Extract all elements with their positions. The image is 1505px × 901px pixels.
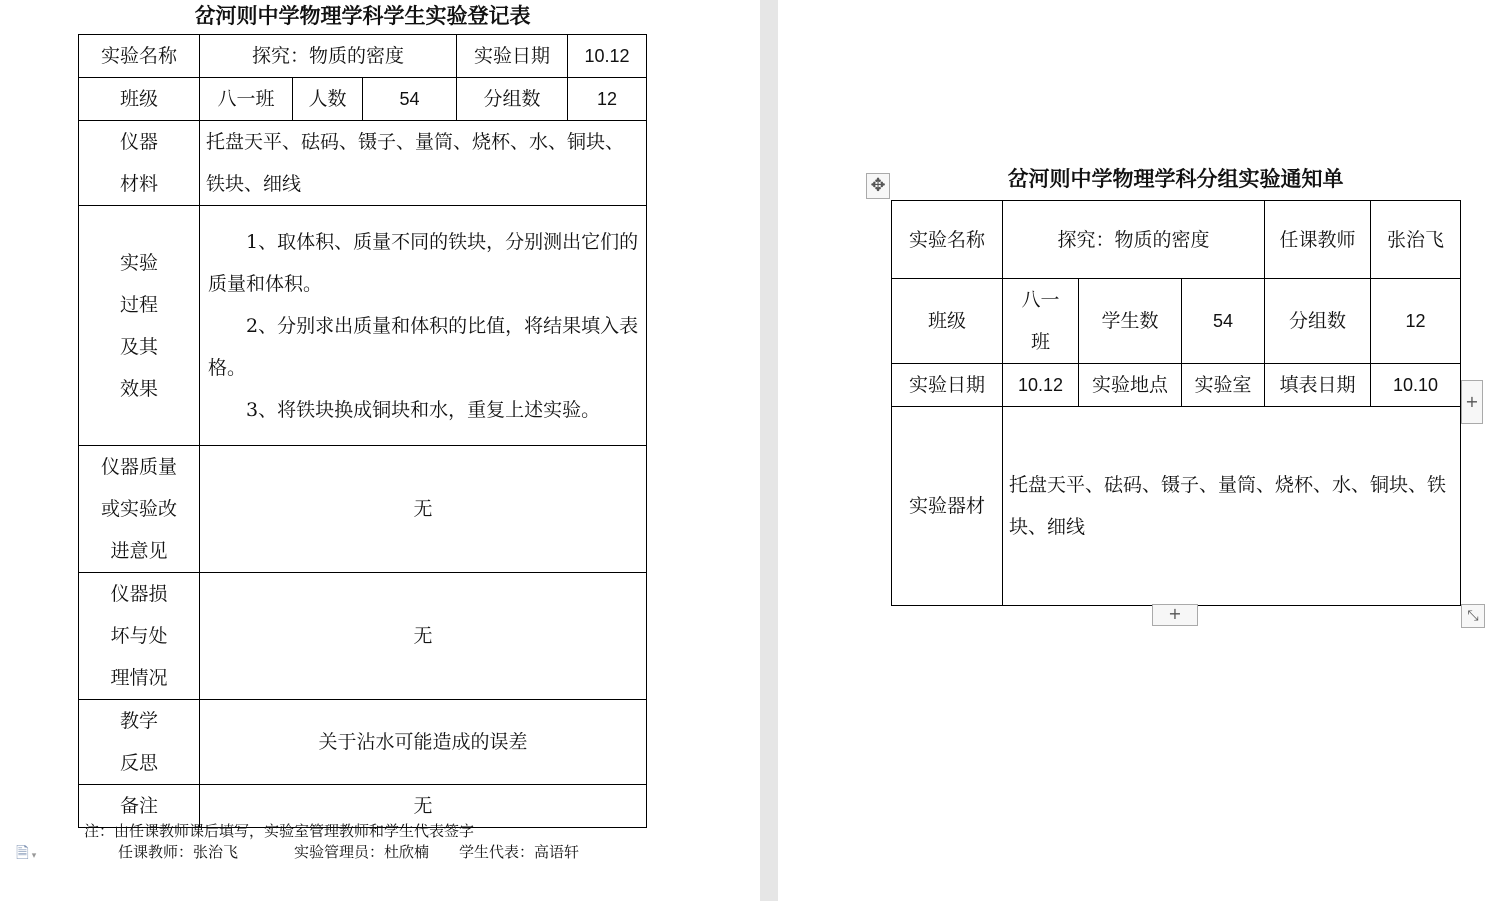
value-procedure[interactable] <box>200 206 647 446</box>
label-reflection-line2: 反思 <box>119 752 158 774</box>
page-gutter <box>760 0 778 901</box>
left-page-title: 岔河则中学物理学科学生实验登记表 <box>194 4 531 28</box>
value-remark[interactable]: 无 <box>200 785 647 828</box>
label-damage-line1: 仪器损 <box>110 583 168 605</box>
value-class-line1: 八一 <box>1021 289 1060 311</box>
experiment-register-table <box>78 34 647 828</box>
value-equipment[interactable]: 托盘天平、砝码、镊子、量筒、烧杯、水、铜块、铁块、细线 <box>200 121 647 206</box>
label-quality-line1: 仪器质量 <box>100 456 177 478</box>
value-students[interactable]: 54 <box>1182 279 1265 364</box>
label-procedure-line4: 效果 <box>119 377 158 400</box>
label-equipment-line1: 仪器 <box>119 131 158 153</box>
add-column-plus-icon[interactable]: + <box>1461 380 1483 424</box>
label-procedure-line2: 过程 <box>119 293 158 316</box>
signature-manager: 实验管理员：杜欣楠 <box>294 843 430 861</box>
resize-icon[interactable]: ⤡ <box>1461 604 1485 628</box>
label-damage-line3: 理情况 <box>110 667 168 689</box>
footnotes <box>84 821 579 863</box>
value-class-line2: 班 <box>1030 331 1050 353</box>
label-reflection-line1: 教学 <box>119 710 158 732</box>
label-quality-line2: 或实验改 <box>100 498 177 520</box>
label-equipment-line2: 材料 <box>119 173 158 195</box>
label-procedure <box>79 206 200 446</box>
value-quality[interactable]: 无 <box>200 446 647 573</box>
value-groups[interactable]: 12 <box>1371 279 1461 364</box>
value-count[interactable]: 54 <box>363 78 457 121</box>
label-equipment: 实验器材 <box>892 407 1003 606</box>
label-experiment-name: 实验名称 <box>892 201 1003 279</box>
label-quality <box>79 446 200 573</box>
label-procedure-line3: 及其 <box>119 335 158 358</box>
label-remark: 备注 <box>79 785 200 828</box>
value-groups[interactable]: 12 <box>568 78 647 121</box>
value-place[interactable]: 实验室 <box>1182 364 1265 407</box>
value-experiment-name[interactable]: 探究：物质的密度 <box>1003 201 1265 279</box>
procedure-step: 3、将铁块换成铜块和水，重复上述实验。 <box>246 398 601 421</box>
label-equipment <box>79 121 200 206</box>
value-class[interactable]: 八一班 <box>200 78 293 121</box>
add-row-plus-icon[interactable]: + <box>1152 604 1198 626</box>
label-class: 班级 <box>892 279 1003 364</box>
procedure-step: 2、分别求出质量和体积的比值，将结果填入表格。 <box>208 314 639 379</box>
label-reflection <box>79 700 200 785</box>
procedure-step: 1、取体积、质量不同的铁块，分别测出它们的质量和体积。 <box>208 230 639 295</box>
footnote-instruction: 注：由任课教师课后填写，实验室管理教师和学生代表签字 <box>84 822 475 840</box>
label-count: 人数 <box>293 78 363 121</box>
move-icon[interactable]: ✥ <box>866 173 890 199</box>
experiment-notice-table <box>891 200 1461 606</box>
label-procedure-line1: 实验 <box>119 251 158 274</box>
label-teacher: 任课教师 <box>1265 201 1371 279</box>
label-students: 学生数 <box>1079 279 1182 364</box>
value-class[interactable] <box>1003 279 1079 364</box>
label-experiment-date: 实验日期 <box>457 35 568 78</box>
label-groups: 分组数 <box>457 78 568 121</box>
label-damage <box>79 573 200 700</box>
label-experiment-date: 实验日期 <box>892 364 1003 407</box>
signature-student: 学生代表：高语轩 <box>459 843 580 861</box>
value-damage[interactable]: 无 <box>200 573 647 700</box>
label-quality-line3: 进意见 <box>110 540 168 562</box>
label-place: 实验地点 <box>1079 364 1182 407</box>
value-fill-date[interactable]: 10.10 <box>1371 364 1461 407</box>
value-equipment[interactable]: 托盘天平、砝码、镊子、量筒、烧杯、水、铜块、铁块、细线 <box>1003 407 1461 606</box>
signature-teacher: 任课教师：张治飞 <box>118 843 239 861</box>
label-class: 班级 <box>79 78 200 121</box>
label-experiment-name: 实验名称 <box>79 35 200 78</box>
signature-line <box>84 842 579 863</box>
right-page-title: 岔河则中学物理学科分组实验通知单 <box>1007 167 1344 191</box>
document-icon[interactable]: 🗎 ▾ <box>16 843 37 862</box>
value-teacher[interactable]: 张治飞 <box>1371 201 1461 279</box>
value-experiment-date[interactable]: 10.12 <box>568 35 647 78</box>
value-experiment-date[interactable]: 10.12 <box>1003 364 1079 407</box>
label-damage-line2: 坏与处 <box>110 625 168 647</box>
label-groups: 分组数 <box>1265 279 1371 364</box>
value-reflection[interactable]: 关于沾水可能造成的误差 <box>200 700 647 785</box>
value-experiment-name[interactable]: 探究：物质的密度 <box>200 35 457 78</box>
label-fill-date: 填表日期 <box>1265 364 1371 407</box>
